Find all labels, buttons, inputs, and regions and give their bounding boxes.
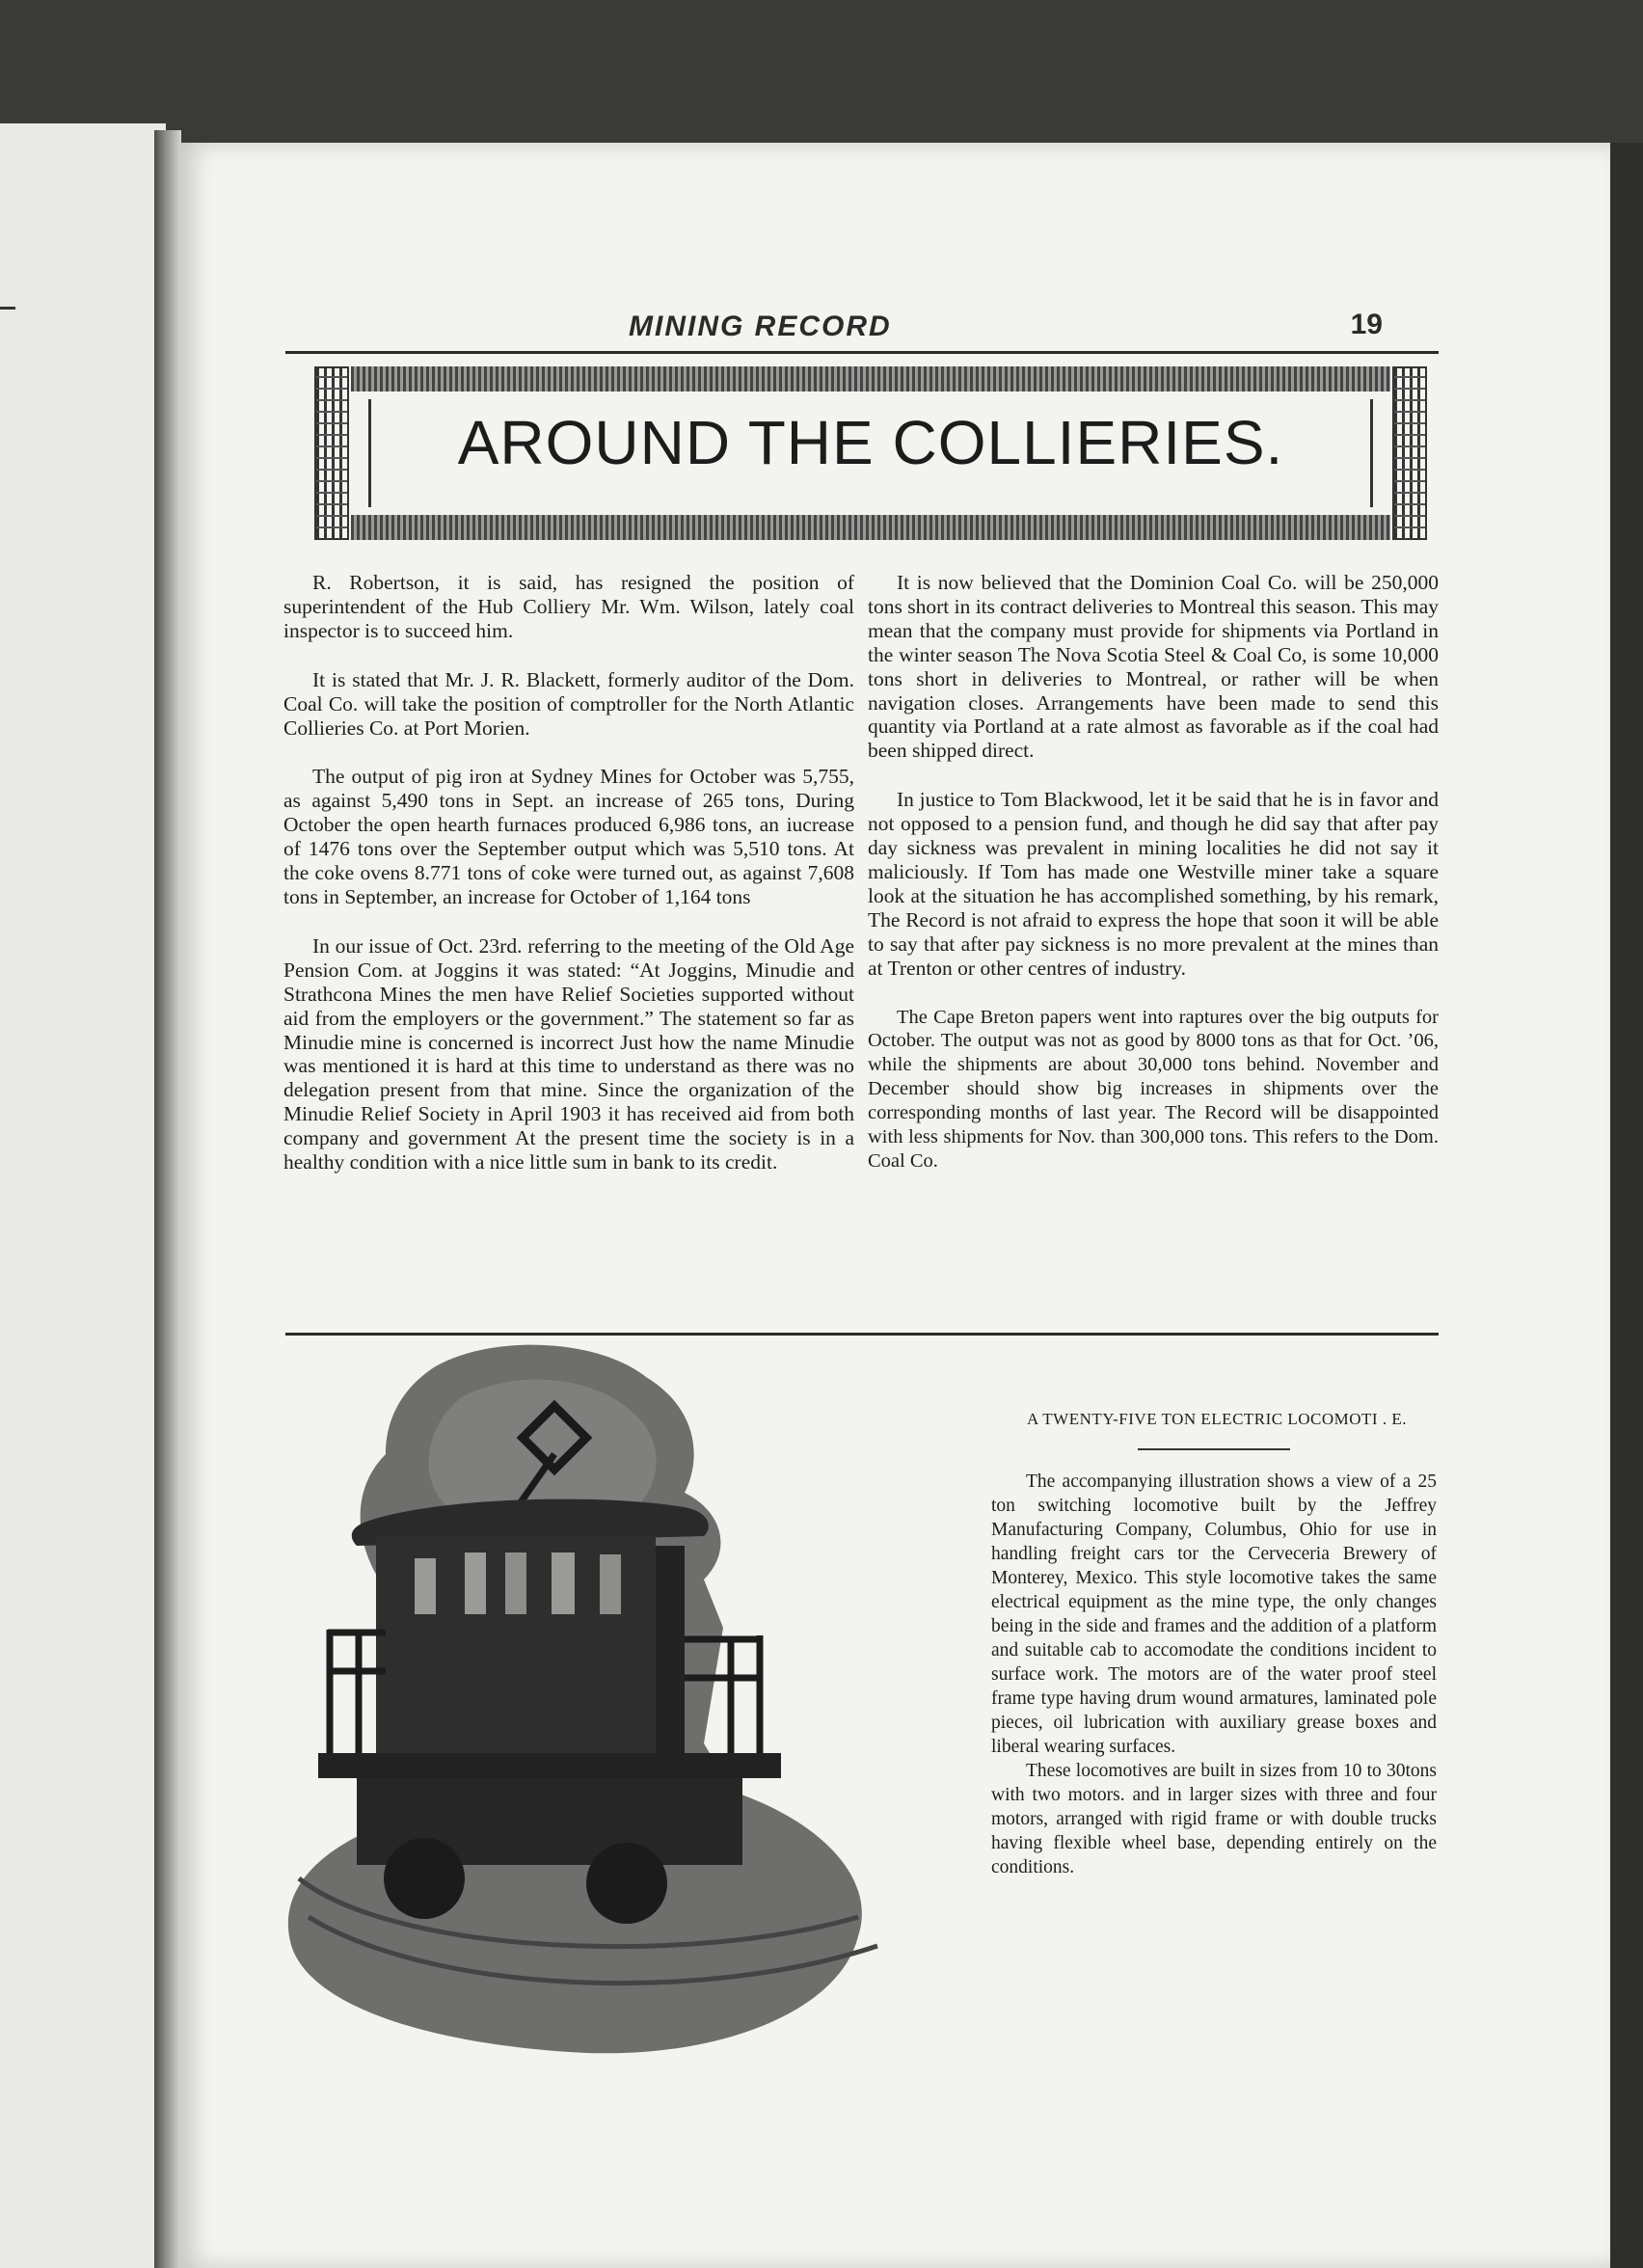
section-banner <box>314 366 1427 540</box>
caption-title: A TWENTY-FIVE TON ELECTRIC LOCOMOTI . E. <box>1027 1410 1407 1428</box>
facing-page <box>0 123 166 2268</box>
locomotive-illustration <box>280 1338 993 2071</box>
paragraph-blackett: It is stated that Mr. J. R. Blackett, formerly auditor of the Dom. Coal Co. will take the position of comptroller for the North Atlantic Collieries Co. at Port Morien. <box>283 667 854 740</box>
paragraph-blackwood: In justice to Tom Blackwood, let it be said that he is in favor and not opposed to a pension fund, and though he did say that after pay day sickness was prevalent in mining localities he did not say it maliciously. If Tom has made one Westville miner take a square look at the situation he has accomplished something, by his remark, The Record is not afraid to express the hope that soon it will be able to say that after pay sickness is no more prevalent at the mines than at Trenton or other centres of industry. <box>868 788 1439 980</box>
section-heading: AROUND THE COLLIERIES. <box>457 408 1284 477</box>
book-gutter <box>154 130 181 2268</box>
paragraph-cape-breton: The Cape Breton papers went into raptures over the big outputs for October. The output was not as good by 8000 tons as that for Oct. ’06, while the shipments are about 30,000 tons behind. November and December should show big increases in shipments over the corresponding months of last year. The Record will be disappointed with less shipments for Nov. than 300,000 tons. This refers to the Dom. Coal Co. <box>868 1006 1439 1172</box>
running-head <box>285 307 1439 354</box>
scan-background <box>1610 143 1643 2268</box>
page-mark <box>0 307 15 310</box>
left-column <box>283 571 854 1200</box>
caption-body <box>991 1470 1437 1879</box>
caption-paragraph-1: The accompanying illustration shows a view of a 25 ton switching locomotive built by the Jeffrey Manufacturing Company, Columbus, Ohio for use in handling freight cars tor the Cerveceria Brewery of Monterey, Mexico. This style locomotive takes the same electrical equipment as the mine type, the only changes being in the side and frames and the addition of a platform and suitable cab to accomodate the conditions incident to surface work. The motors are of the water proof steel frame type having drum wound armatures, laminated pole pieces, oil lubrication with auxiliary grease boxes and liberal wearing surfaces. <box>991 1472 1437 1757</box>
page-number: 19 <box>1350 309 1383 340</box>
paragraph-pig-iron: The output of pig iron at Sydney Mines for October was 5,755, as against 5,490 tons in Sept. an increase of 265 tons, During October the open hearth furnaces produced 6,986 tons, an iucrease of 1476 tons over the September output which was 5,510 tons. At the coke ovens 8.771 tons of coke were turned out, as against 7,608 tons in September, an increase for October of 1,164 tons <box>283 765 854 908</box>
banner-stripe-top <box>351 366 1390 392</box>
paragraph-pension: In our issue of Oct. 23rd. referring to the meeting of the Old Age Pension Com. at Joggins it was stated: “At Joggins, Minudie and Strathcona Mines the men have Relief Societies supported without aid from the employers or the government.” The statement so far as Minudie mine is concerned is incorrect Just how the name Minudie was mentioned it is hard at this time to understand as there was no delegation present from that mine. Since the organization of the Minudie Relief Society in April 1903 it has received aid from both company and government At the present time the society is in a healthy condition with a nice little sum in bank to its credit. <box>283 933 854 1174</box>
caption-rule <box>1138 1448 1290 1450</box>
right-column <box>868 571 1439 1199</box>
section-divider <box>285 1333 1439 1336</box>
paragraph-dominion-coal: It is now believed that the Dominion Coal Co. will be 250,000 tons short in its contract deliveries to Montreal this season. This may mean that the company must provide for shipments via Portland in the winter season The Nova Scotia Steel & Coal Co, is some 10,000 tons short in deliveries to Montreal, or rather will be when navigation closes. Arrangements have been made to send this quantity via Portland at a rate almost as favorable as if the coal had been shipped direct. <box>868 571 1439 763</box>
running-title: MINING RECORD <box>629 310 892 342</box>
paragraph-robertson: R. Robertson, it is said, has resigned the position of superintendent of the Hub Colliery Mr. Wm. Wilson, lately coal inspector is to succeed him. <box>283 571 854 642</box>
caption-paragraph-2: These locomotives are built in sizes from 10 to 30tons with two motors. and in larger sizes with three and four motors, arranged with rigid frame or with double trucks having flexible wheel base, depending entirely on the conditions. <box>991 1761 1437 1877</box>
banner-stripe-bottom <box>351 515 1390 540</box>
